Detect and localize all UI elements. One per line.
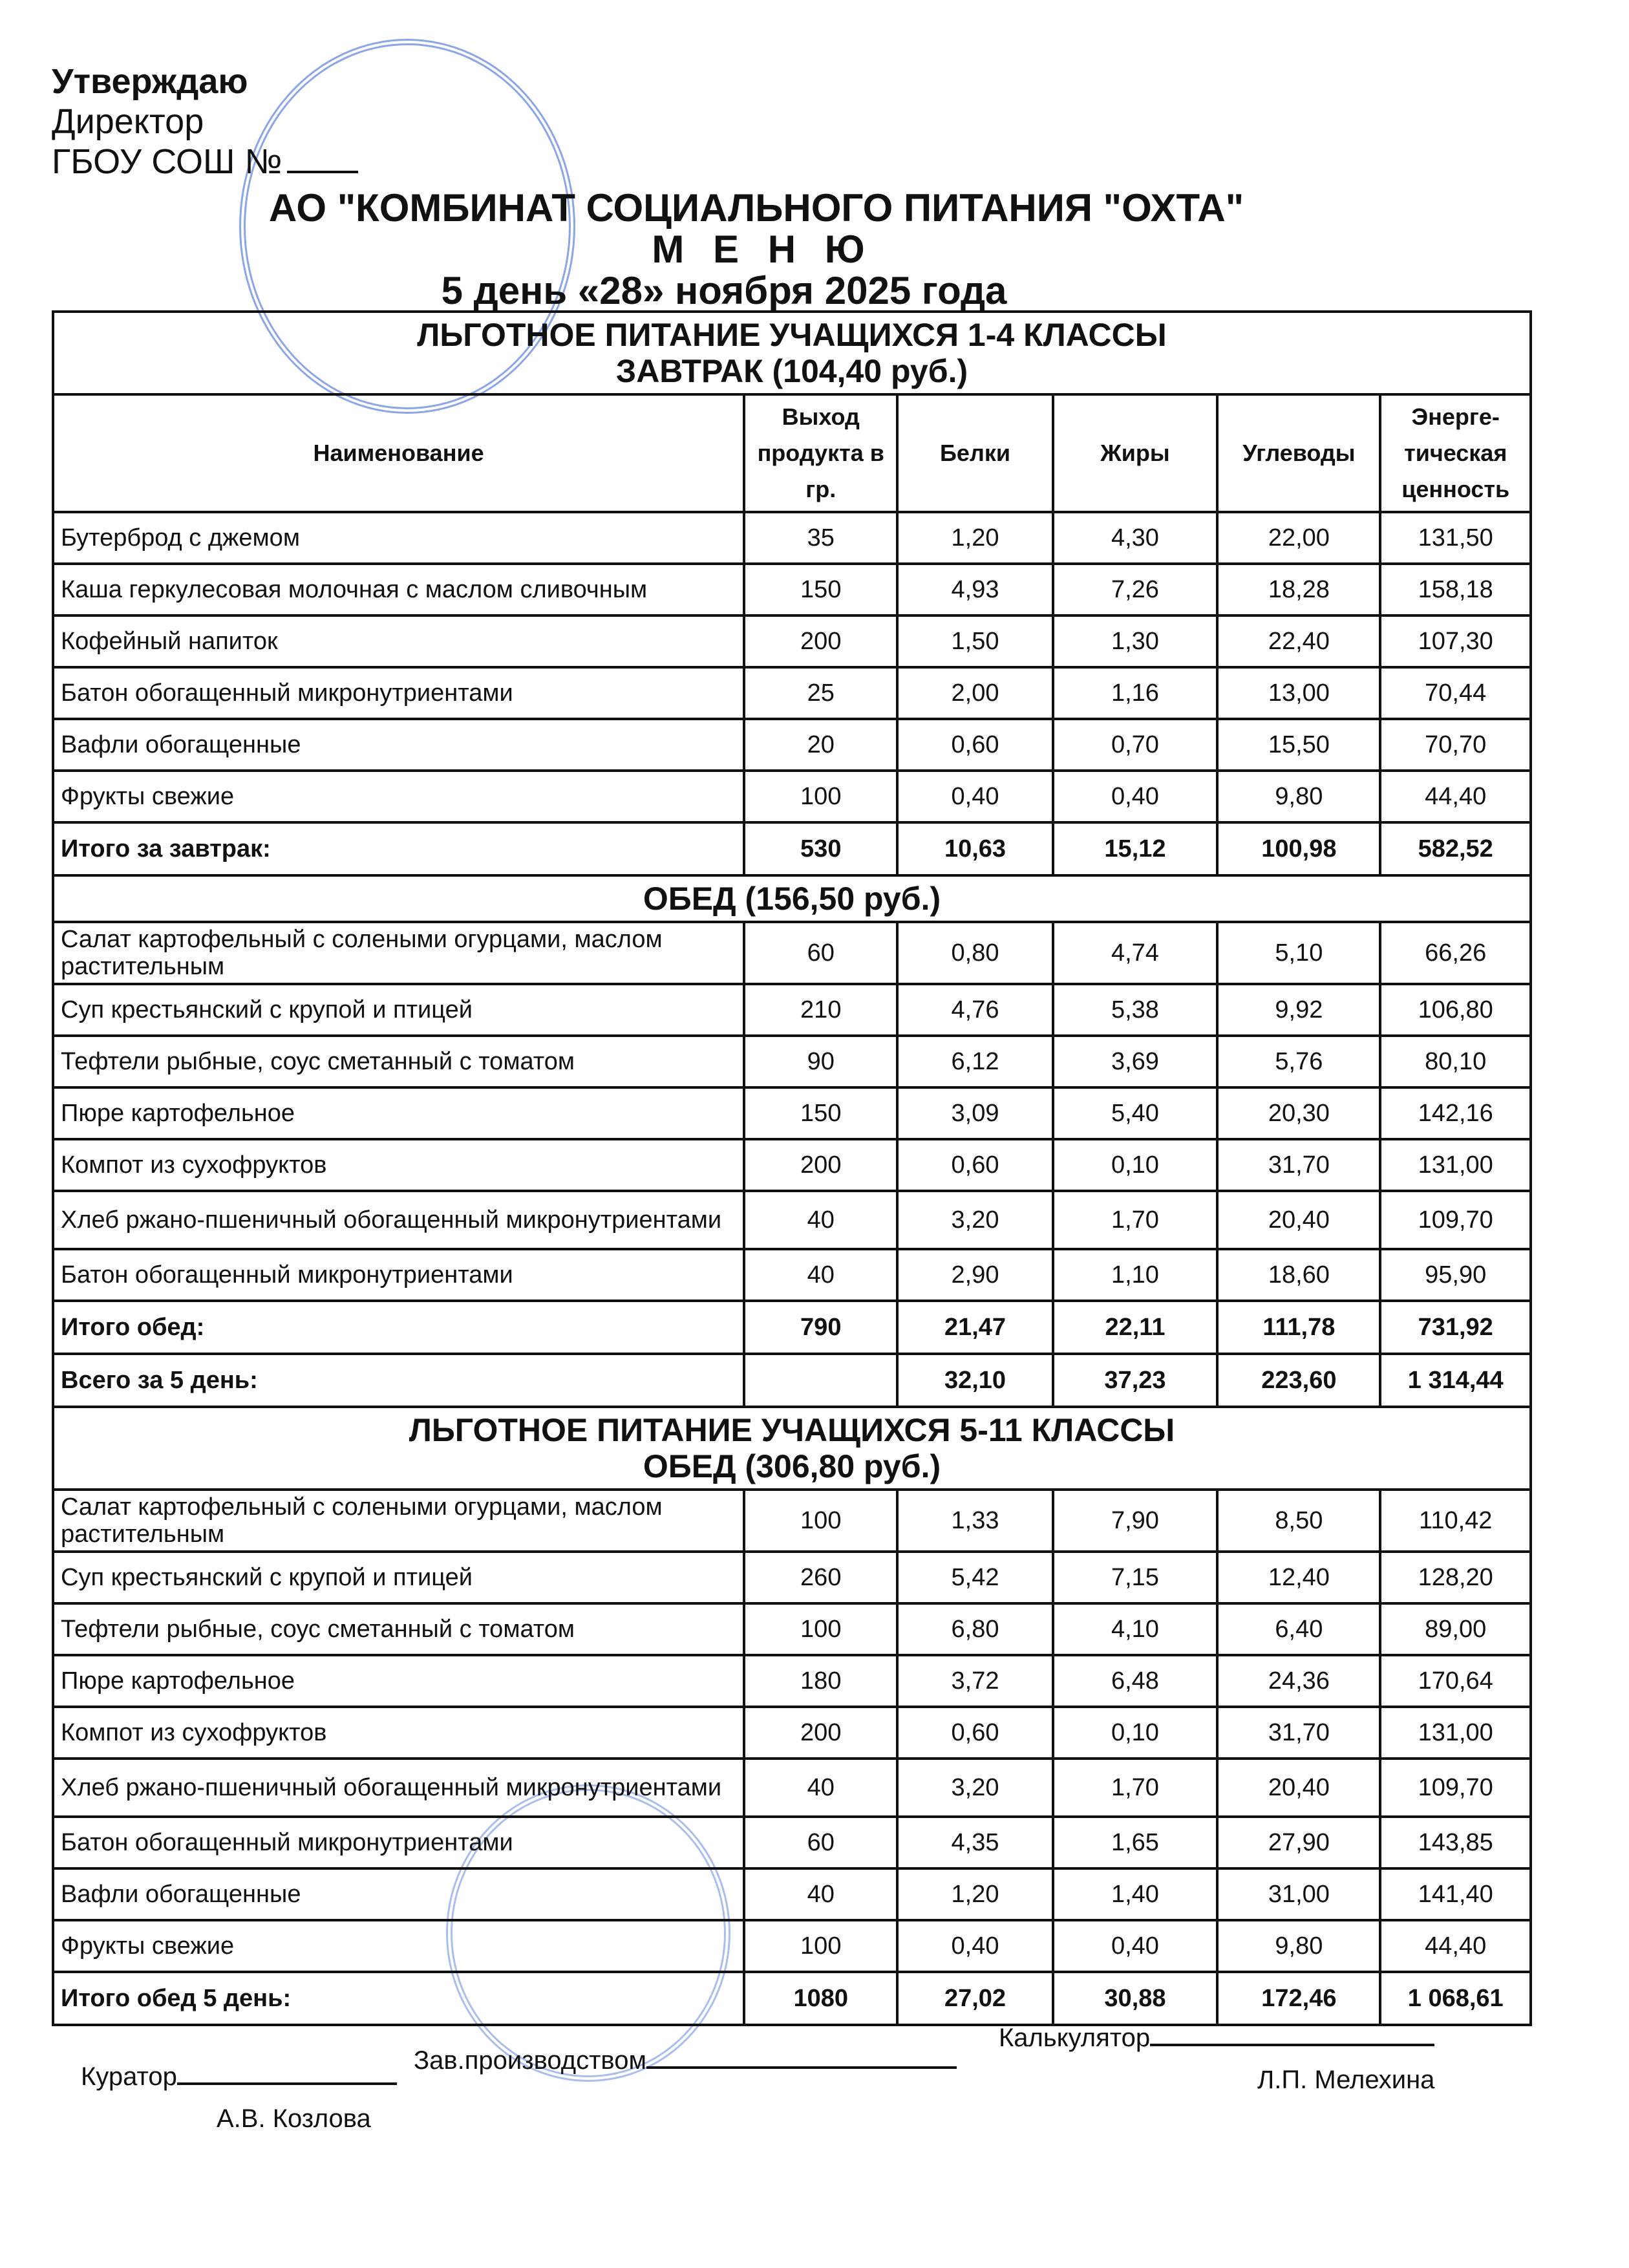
- value-carbs: 31,70: [1217, 1707, 1380, 1759]
- section-5-11-header: [53, 1407, 1531, 1490]
- meal-title: ЗАВТРАК (104,40 руб.): [615, 353, 968, 389]
- value-yield: [744, 1354, 897, 1407]
- value-fat: 3,69: [1053, 1036, 1218, 1087]
- value-carbs: 22,00: [1217, 512, 1380, 564]
- header-fat: Жиры: [1053, 394, 1218, 512]
- value-yield: 100: [744, 1603, 897, 1655]
- dish-name: Пюре картофельное: [53, 1087, 744, 1139]
- value-carbs: 9,80: [1217, 771, 1380, 822]
- approval-position: Директор: [52, 102, 204, 141]
- value-energy: 131,00: [1380, 1139, 1531, 1191]
- value-protein: 21,47: [897, 1301, 1052, 1354]
- dish-name: Салат картофельный с солеными огурцами, маслом растительным: [53, 1490, 744, 1552]
- total-row: [53, 1301, 1531, 1354]
- value-energy: 109,70: [1380, 1191, 1531, 1249]
- dish-name: Суп крестьянский с крупой и птицей: [53, 984, 744, 1036]
- value-fat: 7,90: [1053, 1490, 1218, 1552]
- dish-name: Батон обогащенный микронутриентами: [53, 667, 744, 719]
- table-row: [53, 1868, 1531, 1920]
- value-yield: 20: [744, 719, 897, 771]
- header-name: Наименование: [53, 394, 744, 512]
- dish-name: Фрукты свежие: [53, 1920, 744, 1972]
- school-number-blank: [287, 145, 358, 173]
- production-label: Зав.производством: [414, 2046, 646, 2075]
- dish-name: Тефтели рыбные, соус сметанный с томатом: [53, 1603, 744, 1655]
- dish-name: Суп крестьянский с крупой и птицей: [53, 1552, 744, 1603]
- table-row: [53, 1249, 1531, 1301]
- value-fat: 1,16: [1053, 667, 1218, 719]
- value-energy: 128,20: [1380, 1552, 1531, 1603]
- value-protein: 2,00: [897, 667, 1052, 719]
- value-energy: 109,70: [1380, 1759, 1531, 1817]
- value-protein: 0,60: [897, 719, 1052, 771]
- table-row: [53, 771, 1531, 822]
- value-protein: 3,09: [897, 1087, 1052, 1139]
- value-fat: 0,40: [1053, 1920, 1218, 1972]
- table-row: [53, 564, 1531, 615]
- dish-name: Салат картофельный с солеными огурцами, маслом растительным: [53, 922, 744, 984]
- value-energy: 141,40: [1380, 1868, 1531, 1920]
- value-fat: 4,74: [1053, 922, 1218, 984]
- approval-heading: Утверждаю: [52, 62, 248, 101]
- header-yield: Выход продукта в гр.: [744, 394, 897, 512]
- calculator-signature-block: [999, 2024, 1434, 2053]
- value-yield: 40: [744, 1868, 897, 1920]
- value-protein: 0,60: [897, 1139, 1052, 1191]
- section-1-4-header-cell: [53, 312, 1531, 394]
- value-fat: 22,11: [1053, 1301, 1218, 1354]
- value-protein: 10,63: [897, 822, 1052, 875]
- table-row: [53, 1817, 1531, 1868]
- value-fat: 4,10: [1053, 1603, 1218, 1655]
- value-yield: 40: [744, 1249, 897, 1301]
- organization-title: АО "КОМБИНАТ СОЦИАЛЬНОГО ПИТАНИЯ "ОХТА": [268, 186, 1244, 230]
- value-fat: 0,70: [1053, 719, 1218, 771]
- value-carbs: 15,50: [1217, 719, 1380, 771]
- value-fat: 15,12: [1053, 822, 1218, 875]
- value-yield: 260: [744, 1552, 897, 1603]
- value-energy: 66,26: [1380, 922, 1531, 984]
- value-fat: 0,10: [1053, 1139, 1218, 1191]
- value-energy: 158,18: [1380, 564, 1531, 615]
- value-yield: 60: [744, 1817, 897, 1868]
- value-energy: 142,16: [1380, 1087, 1531, 1139]
- total-row: [53, 1972, 1531, 2025]
- calculator-label: Калькулятор: [999, 2024, 1151, 2052]
- table-row: [53, 512, 1531, 564]
- value-yield: 35: [744, 512, 897, 564]
- table-row: [53, 1603, 1531, 1655]
- value-yield: 1080: [744, 1972, 897, 2025]
- table-row: [53, 922, 1531, 984]
- value-energy: 131,00: [1380, 1707, 1531, 1759]
- menu-title: М Е Н Ю: [652, 228, 874, 271]
- school-label: ГБОУ СОШ №: [52, 142, 282, 181]
- value-yield: 100: [744, 1920, 897, 1972]
- table-row: [53, 1490, 1531, 1552]
- dish-name: Хлеб ржано-пшеничный обогащенный микронутриентами: [53, 1759, 744, 1817]
- section-1-4-header: [53, 312, 1531, 394]
- value-protein: 3,72: [897, 1655, 1052, 1707]
- value-energy: 70,70: [1380, 719, 1531, 771]
- table-row: [53, 1087, 1531, 1139]
- value-protein: 1,20: [897, 512, 1052, 564]
- value-carbs: 13,00: [1217, 667, 1380, 719]
- dish-name: Компот из сухофруктов: [53, 1139, 744, 1191]
- section-5-11-header-cell: [53, 1407, 1531, 1490]
- value-fat: 7,15: [1053, 1552, 1218, 1603]
- value-yield: 90: [744, 1036, 897, 1087]
- value-fat: 1,65: [1053, 1817, 1218, 1868]
- value-carbs: 100,98: [1217, 822, 1380, 875]
- value-carbs: 22,40: [1217, 615, 1380, 667]
- menu-table: [52, 310, 1532, 2026]
- value-fat: 1,10: [1053, 1249, 1218, 1301]
- table-row: [53, 1759, 1531, 1817]
- meal-title: ОБЕД (306,80 руб.): [643, 1448, 941, 1484]
- value-yield: 100: [744, 771, 897, 822]
- value-energy: 89,00: [1380, 1603, 1531, 1655]
- dish-name: Хлеб ржано-пшеничный обогащенный микронутриентами: [53, 1191, 744, 1249]
- value-protein: 1,33: [897, 1490, 1052, 1552]
- table-row: [53, 984, 1531, 1036]
- value-protein: 3,20: [897, 1191, 1052, 1249]
- curator-signature-line: [177, 2076, 397, 2085]
- value-carbs: 5,76: [1217, 1036, 1380, 1087]
- value-protein: 1,50: [897, 615, 1052, 667]
- value-protein: 4,76: [897, 984, 1052, 1036]
- value-protein: 27,02: [897, 1972, 1052, 2025]
- value-carbs: 27,90: [1217, 1817, 1380, 1868]
- value-protein: 0,80: [897, 922, 1052, 984]
- calculator-name: Л.П. Мелехина: [1257, 2066, 1435, 2094]
- table-row: [53, 615, 1531, 667]
- value-yield: 530: [744, 822, 897, 875]
- production-signature-line: [646, 2060, 957, 2069]
- header-protein: Белки: [897, 394, 1052, 512]
- value-fat: 5,40: [1053, 1087, 1218, 1139]
- value-carbs: 20,30: [1217, 1087, 1380, 1139]
- section-title: ЛЬГОТНОЕ ПИТАНИЕ УЧАЩИХСЯ 1-4 КЛАССЫ: [417, 317, 1167, 353]
- menu-date: 5 день «28» ноября 2025 года: [441, 269, 1007, 312]
- value-carbs: 223,60: [1217, 1354, 1380, 1407]
- value-fat: 7,26: [1053, 564, 1218, 615]
- value-protein: 2,90: [897, 1249, 1052, 1301]
- value-yield: 210: [744, 984, 897, 1036]
- value-carbs: 8,50: [1217, 1490, 1380, 1552]
- value-yield: 25: [744, 667, 897, 719]
- value-energy: 44,40: [1380, 1920, 1531, 1972]
- value-energy: 106,80: [1380, 984, 1531, 1036]
- total-label: Итого обед 5 день:: [53, 1972, 744, 2025]
- section-title: ОБЕД (156,50 руб.): [643, 881, 941, 917]
- value-protein: 4,35: [897, 1817, 1052, 1868]
- total-row: [53, 1354, 1531, 1407]
- total-row: [53, 822, 1531, 875]
- approval-block: [52, 61, 358, 182]
- table-row: [53, 1191, 1531, 1249]
- dish-name: Тефтели рыбные, соус сметанный с томатом: [53, 1036, 744, 1087]
- value-fat: 1,30: [1053, 615, 1218, 667]
- value-fat: 1,70: [1053, 1191, 1218, 1249]
- value-protein: 6,80: [897, 1603, 1052, 1655]
- table-row: [53, 1139, 1531, 1191]
- value-yield: 200: [744, 1707, 897, 1759]
- dish-name: Кофейный напиток: [53, 615, 744, 667]
- value-carbs: 20,40: [1217, 1191, 1380, 1249]
- value-protein: 0,60: [897, 1707, 1052, 1759]
- value-carbs: 31,70: [1217, 1139, 1380, 1191]
- value-fat: 4,30: [1053, 512, 1218, 564]
- value-protein: 3,20: [897, 1759, 1052, 1817]
- value-yield: 40: [744, 1759, 897, 1817]
- total-label: Итого за завтрак:: [53, 822, 744, 875]
- table-row: [53, 719, 1531, 771]
- value-energy: 731,92: [1380, 1301, 1531, 1354]
- value-fat: 30,88: [1053, 1972, 1218, 2025]
- value-carbs: 6,40: [1217, 1603, 1380, 1655]
- value-yield: 200: [744, 1139, 897, 1191]
- lunch-1-4-header: [53, 875, 1531, 922]
- value-energy: 70,44: [1380, 667, 1531, 719]
- table-row: [53, 1655, 1531, 1707]
- value-protein: 6,12: [897, 1036, 1052, 1087]
- value-yield: 200: [744, 615, 897, 667]
- dish-name: Фрукты свежие: [53, 771, 744, 822]
- table-row: [53, 667, 1531, 719]
- calculator-signature-line: [1150, 2037, 1434, 2046]
- value-yield: 40: [744, 1191, 897, 1249]
- value-carbs: 9,80: [1217, 1920, 1380, 1972]
- value-fat: 1,70: [1053, 1759, 1218, 1817]
- table-row: [53, 1920, 1531, 1972]
- value-fat: 5,38: [1053, 984, 1218, 1036]
- value-fat: 0,10: [1053, 1707, 1218, 1759]
- document-header: [0, 187, 1629, 312]
- value-energy: 44,40: [1380, 771, 1531, 822]
- value-protein: 0,40: [897, 1920, 1052, 1972]
- value-yield: 60: [744, 922, 897, 984]
- column-header-row: [53, 394, 1531, 512]
- value-energy: 143,85: [1380, 1817, 1531, 1868]
- dish-name: Вафли обогащенные: [53, 1868, 744, 1920]
- dish-name: Каша геркулесовая молочная с маслом сливочным: [53, 564, 744, 615]
- value-energy: 110,42: [1380, 1490, 1531, 1552]
- value-protein: 32,10: [897, 1354, 1052, 1407]
- value-yield: 150: [744, 1087, 897, 1139]
- value-protein: 1,20: [897, 1868, 1052, 1920]
- value-protein: 4,93: [897, 564, 1052, 615]
- value-fat: 0,40: [1053, 771, 1218, 822]
- total-label: Всего за 5 день:: [53, 1354, 744, 1407]
- value-energy: 131,50: [1380, 512, 1531, 564]
- production-signature-block: [414, 2046, 957, 2075]
- value-carbs: 24,36: [1217, 1655, 1380, 1707]
- value-yield: 180: [744, 1655, 897, 1707]
- section-title: ЛЬГОТНОЕ ПИТАНИЕ УЧАЩИХСЯ 5-11 КЛАССЫ: [409, 1412, 1175, 1448]
- approval-school: [52, 142, 358, 182]
- curator-label: Куратор: [81, 2062, 177, 2091]
- value-energy: 80,10: [1380, 1036, 1531, 1087]
- value-fat: 6,48: [1053, 1655, 1218, 1707]
- value-carbs: 20,40: [1217, 1759, 1380, 1817]
- value-energy: 582,52: [1380, 822, 1531, 875]
- value-carbs: 12,40: [1217, 1552, 1380, 1603]
- dish-name: Батон обогащенный микронутриентами: [53, 1249, 744, 1301]
- dish-name: Батон обогащенный микронутриентами: [53, 1817, 744, 1868]
- header-energy: Энерге-тическая ценность: [1380, 394, 1531, 512]
- header-carbs: Углеводы: [1217, 394, 1380, 512]
- value-yield: 100: [744, 1490, 897, 1552]
- value-carbs: 9,92: [1217, 984, 1380, 1036]
- value-yield: 790: [744, 1301, 897, 1354]
- dish-name: Компот из сухофруктов: [53, 1707, 744, 1759]
- value-energy: 1 314,44: [1380, 1354, 1531, 1407]
- value-carbs: 18,28: [1217, 564, 1380, 615]
- curator-signature-block: [81, 2062, 397, 2091]
- value-energy: 107,30: [1380, 615, 1531, 667]
- table-row: [53, 1036, 1531, 1087]
- value-carbs: 5,10: [1217, 922, 1380, 984]
- dish-name: Вафли обогащенные: [53, 719, 744, 771]
- lunch-1-4-header-cell: [53, 875, 1531, 922]
- curator-name: А.В. Козлова: [217, 2104, 371, 2133]
- value-yield: 150: [744, 564, 897, 615]
- dish-name: Бутерброд с джемом: [53, 512, 744, 564]
- value-carbs: 31,00: [1217, 1868, 1380, 1920]
- dish-name: Пюре картофельное: [53, 1655, 744, 1707]
- value-fat: 1,40: [1053, 1868, 1218, 1920]
- total-label: Итого обед:: [53, 1301, 744, 1354]
- value-carbs: 18,60: [1217, 1249, 1380, 1301]
- value-protein: 0,40: [897, 771, 1052, 822]
- value-protein: 5,42: [897, 1552, 1052, 1603]
- table-row: [53, 1707, 1531, 1759]
- value-energy: 1 068,61: [1380, 1972, 1531, 2025]
- value-carbs: 111,78: [1217, 1301, 1380, 1354]
- value-energy: 95,90: [1380, 1249, 1531, 1301]
- value-carbs: 172,46: [1217, 1972, 1380, 2025]
- value-fat: 37,23: [1053, 1354, 1218, 1407]
- value-energy: 170,64: [1380, 1655, 1531, 1707]
- table-row: [53, 1552, 1531, 1603]
